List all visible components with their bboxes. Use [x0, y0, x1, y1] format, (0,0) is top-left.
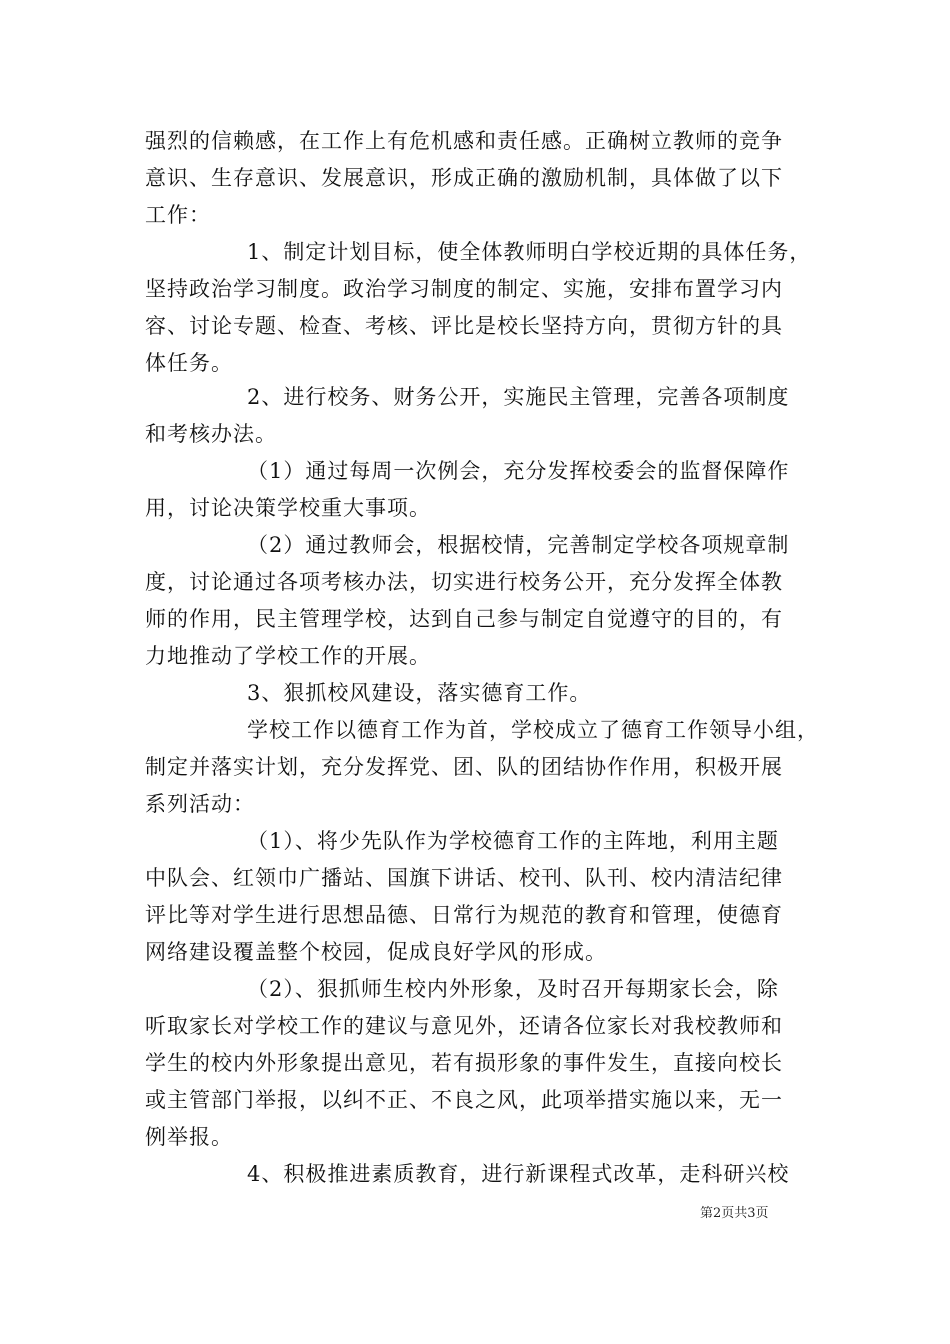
text-line: （1）、将少先队作为学校德育工作的主阵地，利用主题	[247, 829, 779, 853]
text-line: 力地推动了学校工作的开展。	[145, 644, 431, 668]
text-line: 师的作用，民主管理学校，达到自己参与制定自觉遵守的目的，有	[145, 607, 783, 631]
text-line: 用，讨论决策学校重大事项。	[145, 496, 431, 520]
text-line: 或主管部门举报，以纠不正、不良之风，此项举措实施以来，无一	[145, 1088, 783, 1112]
text-line: 1、制定计划目标，使全体教师明白学校近期的具体任务，	[247, 240, 812, 264]
text-line: 制定并落实计划，充分发挥党、团、队的团结协作作用，积极开展	[145, 755, 783, 779]
page-number: 第2页共3页	[700, 1206, 769, 1221]
text-line: （1）通过每周一次例会，充分发挥校委会的监督保障作	[247, 459, 790, 483]
text-line: 中队会、红领巾广播站、国旗下讲话、校刊、队刊、校内清洁纪律	[145, 866, 783, 890]
text-line: （2）、狠抓师生校内外形象，及时召开每期家长会，除	[247, 977, 779, 1001]
text-line: 工作：	[145, 203, 211, 227]
text-line: 3、狠抓校风建设，落实德育工作。	[247, 681, 592, 705]
text-line: 学校工作以德育工作为首，学校成立了德育工作领导小组，	[247, 718, 819, 742]
text-line: 4、积极推进素质教育，进行新课程式改革，走科研兴校	[247, 1162, 790, 1186]
text-line: 2、进行校务、财务公开，实施民主管理，完善各项制度	[247, 385, 790, 409]
text-line: 例举报。	[145, 1125, 233, 1149]
text-line: 度，讨论通过各项考核办法，切实进行校务公开，充分发挥全体教	[145, 570, 783, 594]
text-line: 容、讨论专题、检查、考核、评比是校长坚持方向，贯彻方针的具	[145, 314, 783, 338]
text-line: 学生的校内外形象提出意见，若有损形象的事件发生，直接向校长	[145, 1051, 783, 1075]
text-line: 系列活动：	[145, 792, 255, 816]
text-line: （2）通过教师会，根据校情，完善制定学校各项规章制	[247, 533, 790, 557]
text-line: 体任务。	[145, 351, 233, 375]
text-line: 评比等对学生进行思想品德、日常行为规范的教育和管理，使德育	[145, 903, 783, 927]
text-line: 听取家长对学校工作的建议与意见外，还请各位家长对我校教师和	[145, 1014, 783, 1038]
text-line: 坚持政治学习制度。政治学习制度的制定、实施，安排布置学习内	[145, 277, 783, 301]
text-line: 意识、生存意识、发展意识，形成正确的激励机制，具体做了以下	[145, 166, 783, 190]
text-line: 网络建设覆盖整个校园，促成良好学风的形成。	[145, 940, 607, 964]
text-line: 和考核办法。	[145, 422, 277, 446]
text-line: 强烈的信赖感，在工作上有危机感和责任感。正确树立教师的竞争	[145, 129, 783, 153]
